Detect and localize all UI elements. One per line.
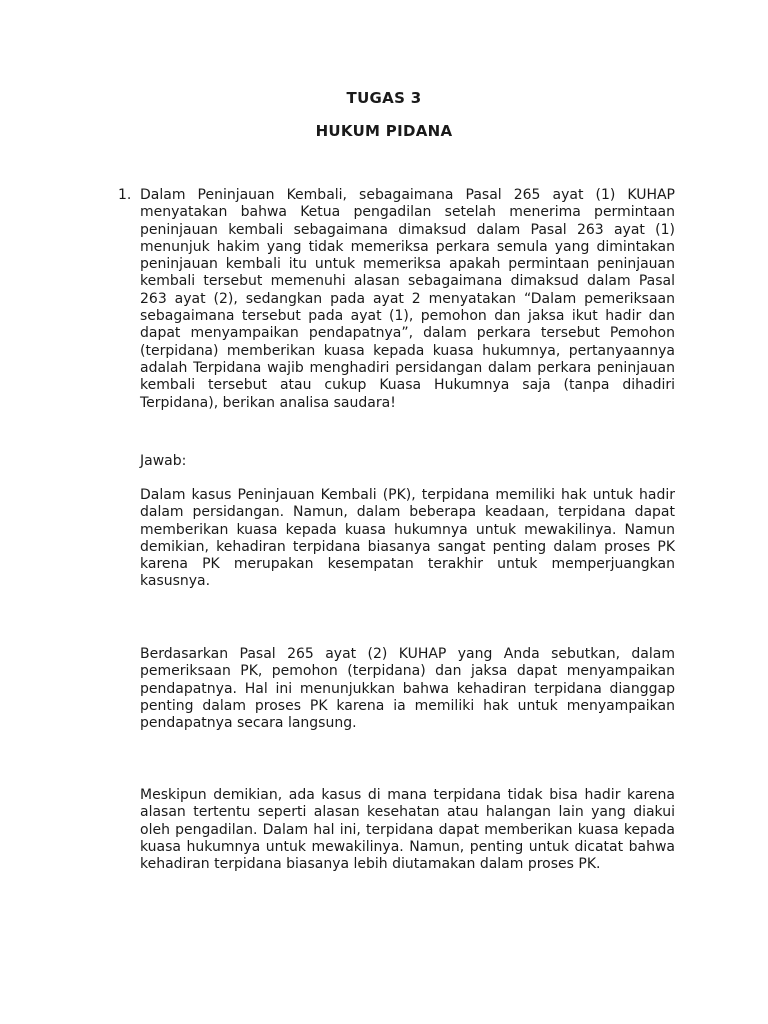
answer-paragraph-3: Meskipun demikian, ada kasus di mana terpidana tidak bisa hadir karena alasan tertentu seperti alasan kesehatan atau halangan lain yang diakui oleh pengadilan. Dalam hal ini, terpidana dapat memberikan kuasa kepada kuasa hukumnya untuk mewakilinya. Namun, penting untuk dicatat bahwa kehadiran terpidana biasanya lebih diutamakan dalam proses PK. — [140, 787, 675, 873]
answer-paragraph-1: Dalam kasus Peninjauan Kembali (PK), terpidana memiliki hak untuk hadir dalam persidangan. Namun, dalam beberapa keadaan, terpidana dapat memberikan kuasa kepada kuasa hukumnya untuk mewakilinya. Namun demikian, kehadiran terpidana biasanya sangat penting dalam proses PK karena PK merupakan kesempatan terakhir untuk memperjuangkan kasusnya. — [140, 487, 675, 590]
answer-paragraph-2: Berdasarkan Pasal 265 ayat (2) KUHAP yang Anda sebutkan, dalam pemeriksaan PK, pemohon (terpidana) dan jaksa dapat menyampaikan pendapatnya. Hal ini menunjukkan bahwa kehadiran terpidana dianggap penting dalam proses PK karena ia memiliki hak untuk menyampaikan pendapatnya secara langsung. — [140, 646, 675, 732]
answer-label: Jawab: — [140, 453, 187, 469]
question-number: 1. — [118, 187, 132, 203]
document-subtitle: HUKUM PIDANA — [315, 122, 453, 140]
question-text: Dalam Peninjauan Kembali, sebagaimana Pasal 265 ayat (1) KUHAP menyatakan bahwa Ketua pengadilan setelah menerima permintaan peninjauan kembali sebagaimana dimaksud dalam Pasal 263 ayat (1) menunjuk hakim yang tidak memeriksa perkara semula yang dimintakan peninjauan kembali itu untuk memeriksa apakah permintaan peninjauan kembali tersebut memenuhi alasan sebagaimana dimaksud dalam Pasal 263 ayat (2), sedangkan pada ayat 2 menyatakan “Dalam pemeriksaan sebagaimana tersebut pada ayat (1), pemohon dan jaksa ikut hadir dan dapat menyampaikan pendapatnya”, dalam perkara tersebut Pemohon (terpidana) memberikan kuasa kepada kuasa hukumnya, pertanyaannya adalah Terpidana wajib menghadiri persidangan dalam perkara peninjauan kembali tersebut atau cukup Kuasa Hukumnya saja (tanpa dihadiri Terpidana), berikan analisa saudara! — [140, 187, 675, 411]
document-title: TUGAS 3 — [346, 89, 422, 107]
